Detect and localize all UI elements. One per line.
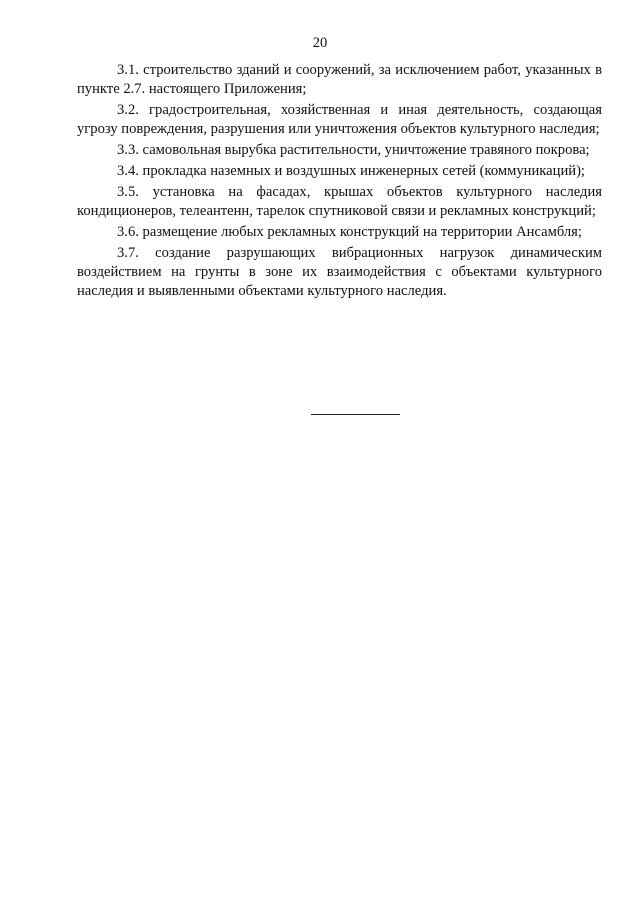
list-item: 3.1. строительство зданий и сооружений, за исключением работ, указанных в пункте 2.7. настоящего Приложения; (77, 62, 602, 98)
restrictions-list (77, 61, 602, 303)
list-item: 3.2. градостроительная, хозяйственная и иная деятельность, создающая угрозу повреждения, разрушения или уничтожения объектов культурного наследия; (77, 102, 602, 138)
page-number: 20 (312, 35, 328, 51)
list-item: 3.7. создание разрушающих вибрационных нагрузок динамическим воздействием на грунты в зоне их взаимодействия с объектами культурного наследия и выявленными объектами культурного наследия. (77, 244, 602, 300)
list-item: 3.4. прокладка наземных и воздушных инженерных сетей (коммуникаций); (117, 162, 585, 179)
list-item: 3.6. размещение любых рекламных конструкций на территории Ансамбля; (117, 223, 582, 240)
list-item: 3.3. самовольная вырубка растительности, уничтожение травяного покрова; (117, 142, 590, 159)
list-item: 3.5. установка на фасадах, крышах объектов культурного наследия кондиционеров, телеантенн, тарелок спутниковой связи и рекламных конструкций; (77, 183, 602, 220)
end-separator-line (311, 414, 400, 415)
